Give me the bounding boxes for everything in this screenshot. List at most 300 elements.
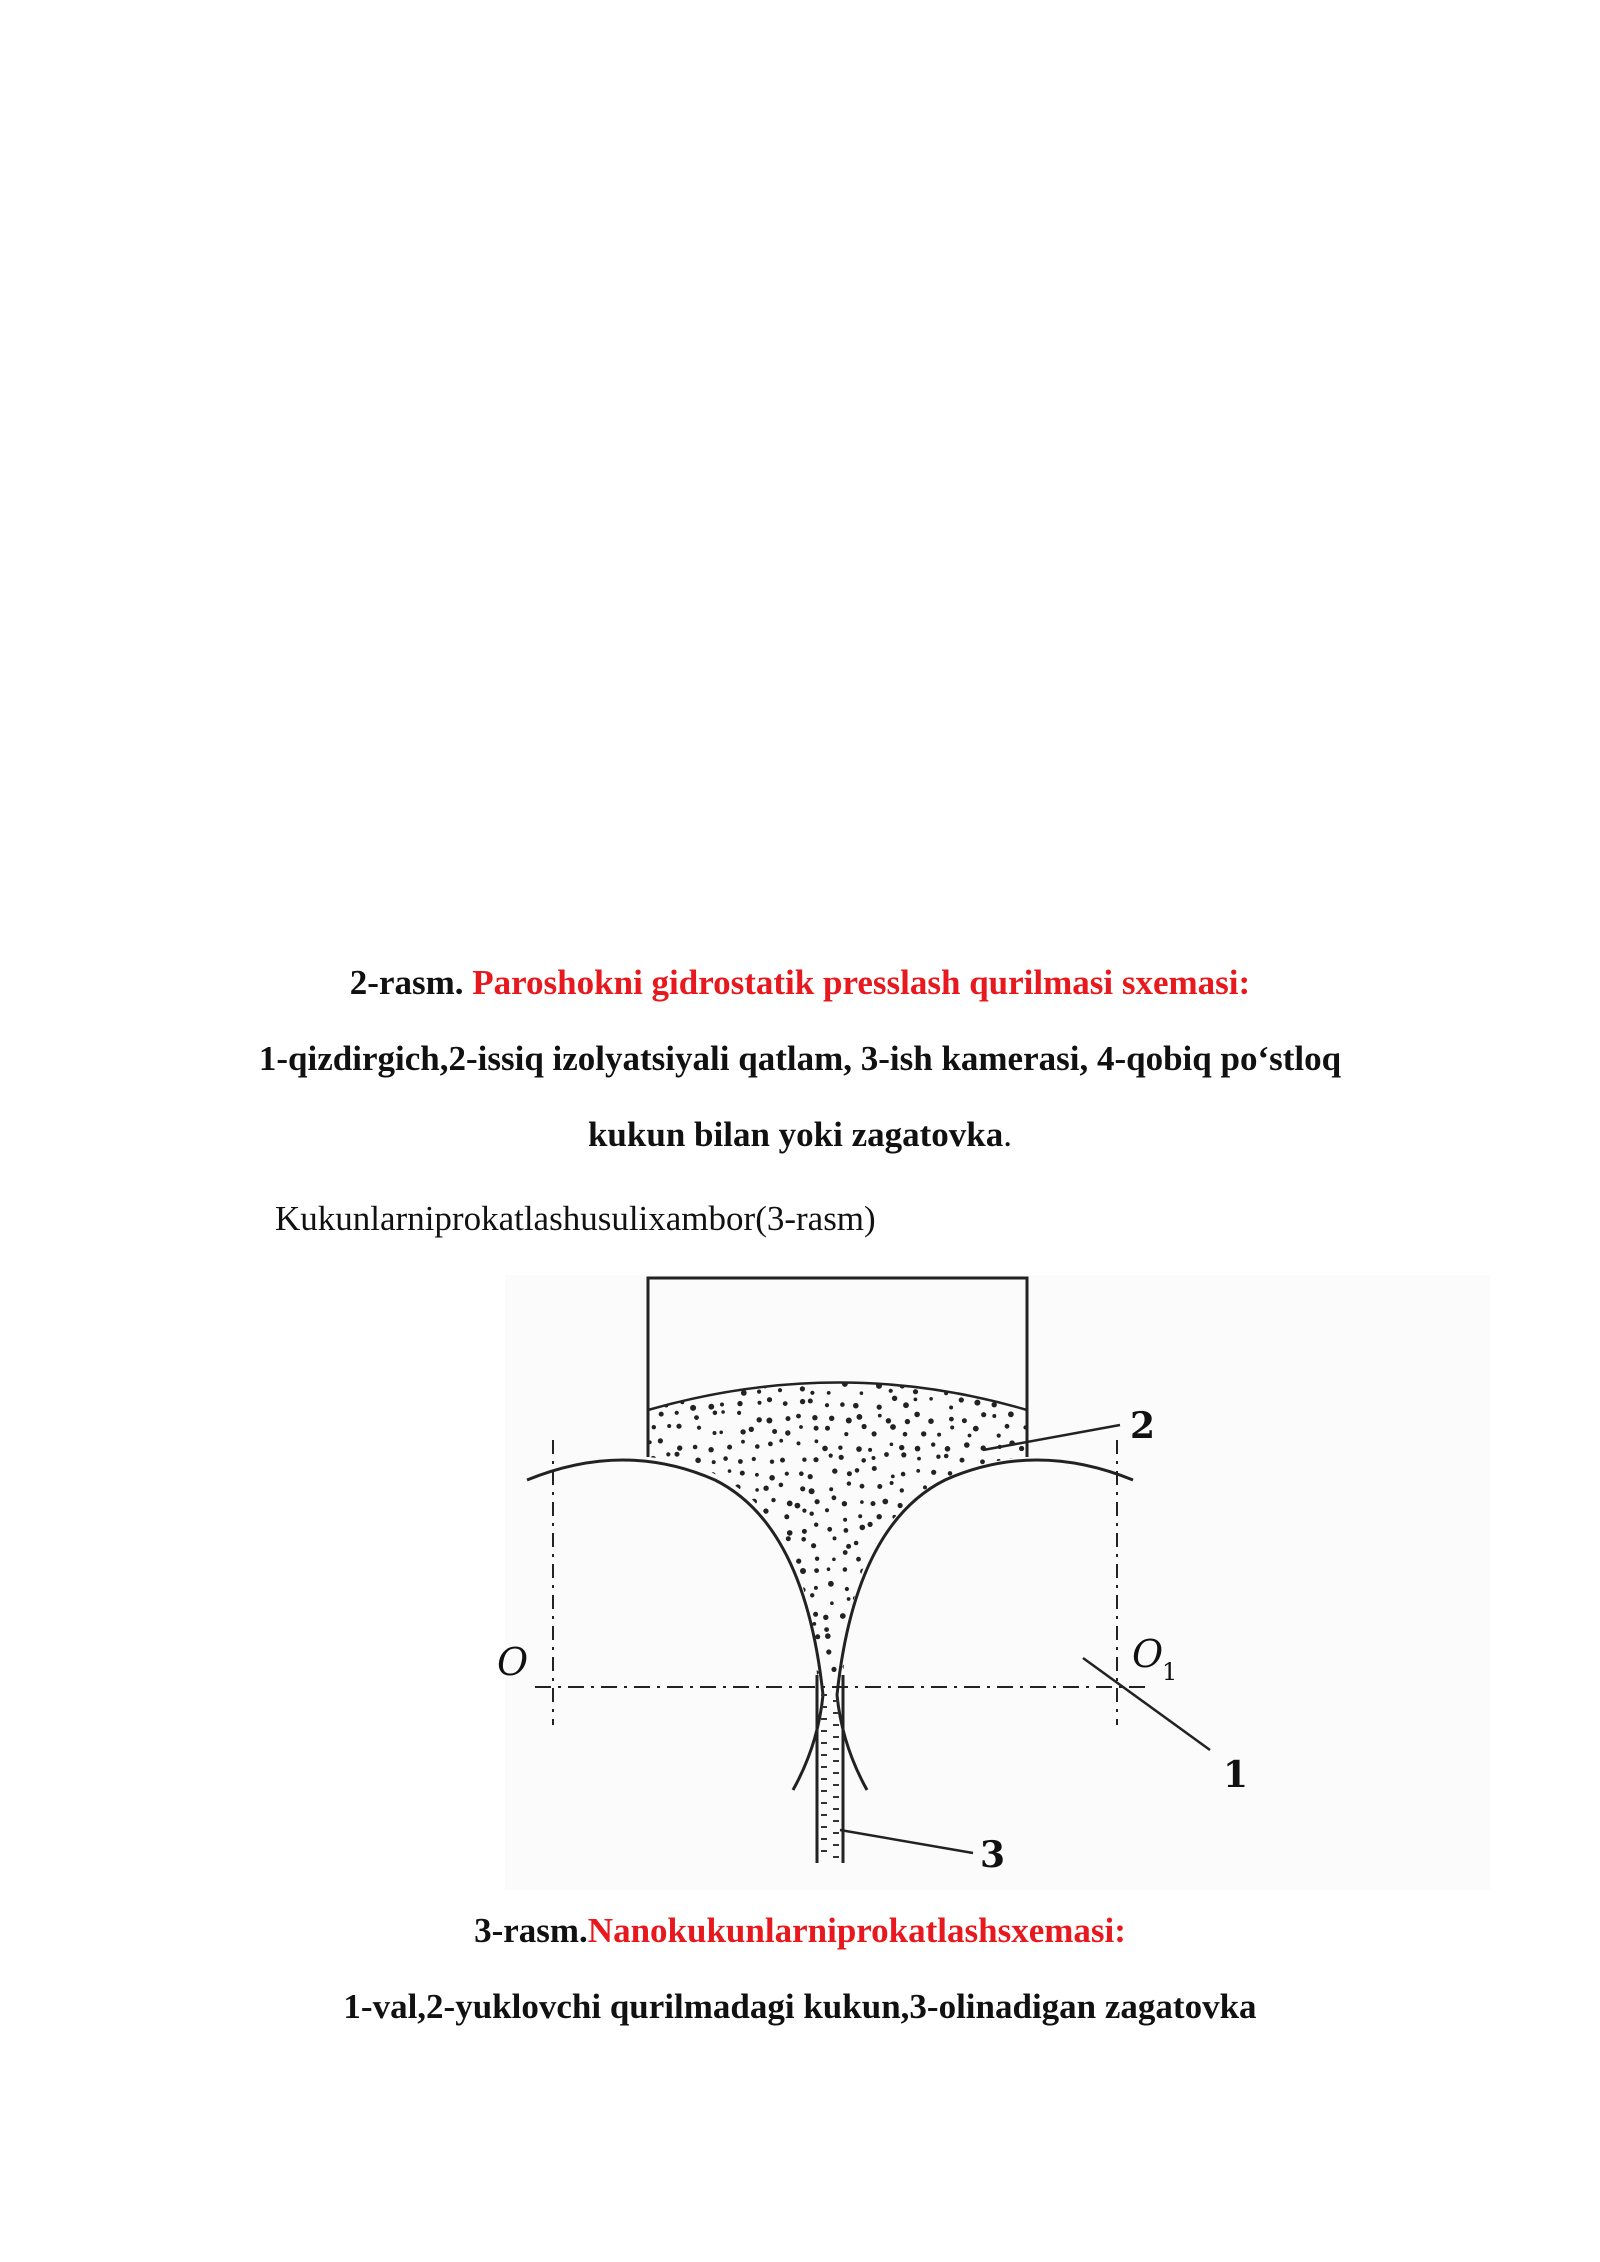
powder-dot [978,1564,983,1569]
powder-dot [877,1405,882,1410]
powder-dot [918,1369,923,1374]
powder-dot [921,1431,926,1436]
powder-dot [659,1494,664,1499]
powder-dot [653,1467,657,1471]
powder-dot [993,1372,998,1377]
powder-dot [662,1539,668,1545]
powder-dot [719,1431,723,1435]
powder-dot [739,1552,745,1558]
powder-dot [772,1429,777,1434]
powder-dot [976,1529,980,1533]
powder-dot [872,1456,876,1460]
powder-dot [981,1640,985,1644]
powder-dot [813,1457,818,1462]
powder-dot [847,1597,851,1601]
powder-dot [907,1609,912,1614]
powder-dot [860,1484,865,1489]
powder-dot [952,1514,956,1518]
figure2-caption-prefix: 2-rasm. [349,963,473,1002]
powder-dot [843,1518,847,1522]
powder-dot [826,1649,831,1654]
powder-dot [960,1529,964,1533]
powder-dot [755,1444,760,1449]
powder-dot [948,1581,952,1585]
powder-dot [847,1471,852,1476]
powder-dot [961,1583,966,1588]
powder-dot [737,1401,742,1406]
powder-dot [981,1374,986,1379]
powder-dot [960,1377,965,1382]
powder-dot [736,1626,741,1631]
powder-dot [827,1567,831,1571]
powder-dot [787,1501,793,1507]
powder-dot [643,1377,647,1381]
powder-dot [658,1510,663,1515]
powder-dot [934,1585,938,1589]
powder-dot [709,1383,714,1388]
label-axis-o1: O [1132,1632,1164,1676]
powder-dot [1009,1550,1014,1555]
powder-dot [676,1375,681,1380]
powder-dot [948,1488,953,1493]
powder-dot [778,1558,783,1563]
powder-dot [898,1503,903,1508]
powder-dot [934,1557,940,1563]
powder-dot [885,1596,890,1601]
powder-dot [898,1667,904,1673]
hopper-frame [648,1278,1027,1457]
powder-dot [1019,1446,1024,1451]
powder-dot [980,1516,985,1521]
powder-dot [995,1664,1000,1669]
powder-dot [755,1583,761,1589]
powder-dot [868,1596,873,1601]
powder-dot [813,1612,818,1617]
powder-dot [948,1471,953,1476]
powder-dot [1004,1469,1008,1473]
powder-dot [860,1525,866,1531]
powder-dot [869,1623,875,1629]
powder-dot [1026,1662,1031,1667]
powder-dot [752,1457,756,1461]
powder-dot [960,1653,964,1657]
powder-dot [974,1400,980,1406]
powder-dot [652,1425,656,1429]
powder-dot [977,1481,983,1487]
powder-dot [661,1637,666,1642]
powder-dot [916,1469,920,1473]
powder-dot [771,1498,775,1502]
powder-dot [825,1633,831,1639]
powder-dot [1011,1626,1016,1631]
powder-dot [1003,1639,1007,1643]
powder-dot [810,1391,814,1395]
powder-dot [779,1483,784,1488]
figure2-caption-heading: Paroshokni gidrostatik presslash qurilmasi sxemasi: [472,963,1251,1002]
powder-dot [890,1443,894,1447]
powder-dot [689,1666,694,1671]
powder-dot [903,1620,909,1626]
powder-dot [1022,1573,1027,1578]
powder-dot [739,1372,745,1378]
powder-dot [857,1414,863,1420]
powder-dot [832,1468,837,1473]
powder-dot [860,1391,864,1395]
powder-dot [763,1586,768,1591]
powder-dot [815,1634,820,1639]
powder-dot [749,1427,754,1432]
powder-dot [855,1468,860,1473]
powder-dot [763,1508,768,1513]
powder-dot [662,1627,666,1631]
powder-dot [757,1390,761,1394]
powder-dot [996,1629,1002,1635]
powder-dot [974,1606,980,1612]
figure2-caption-title [0,945,1600,1021]
powder-dot [796,1559,801,1564]
powder-dot [1009,1586,1013,1590]
powder-dot [1019,1550,1023,1554]
figure2-caption-legend-cont [0,1097,1600,1173]
powder-dot [741,1390,747,1396]
powder-dot [964,1611,970,1617]
powder-dot [827,1391,831,1395]
powder-dot [901,1374,907,1380]
powder-dot [964,1442,970,1448]
powder-dot [722,1526,726,1530]
powder-dot [796,1371,802,1377]
powder-dot [853,1403,859,1409]
powder-dot [945,1446,951,1452]
powder-dot [877,1514,882,1519]
powder-dot [1012,1371,1017,1376]
powder-dot [829,1416,834,1421]
powder-dot [951,1628,955,1632]
powder-dot [690,1405,696,1411]
powder-dot [758,1401,762,1405]
powder-dot [903,1556,909,1562]
billet-dashes [821,1695,839,1857]
powder-dot [833,1536,837,1540]
powder-dot [892,1614,898,1620]
powder-dot [723,1456,728,1461]
powder-dot [885,1570,890,1575]
powder-dot [968,1594,973,1599]
powder-dot [1027,1578,1033,1584]
powder-dot [693,1445,698,1450]
powder-dot [838,1446,842,1450]
powder-dot [944,1573,949,1578]
powder-dot [931,1371,936,1376]
left-roll-arc [527,1460,823,1790]
powder-dot [931,1442,935,1446]
powder-dot [890,1424,896,1430]
powder-dot [943,1598,949,1604]
powder-dot [996,1599,1001,1604]
powder-dot [1024,1608,1030,1614]
powder-dot [1005,1388,1011,1394]
powder-dot [992,1582,998,1588]
powder-dot [848,1651,853,1656]
powder-dot [1026,1467,1030,1471]
powder-dot [696,1622,700,1626]
powder-dot [994,1532,998,1536]
powder-dot [785,1472,789,1476]
powder-dot [676,1613,681,1618]
powder-dot [947,1501,951,1505]
powder-dot [921,1544,926,1549]
powder-dot [959,1622,963,1626]
powder-dot [645,1620,649,1624]
powder-surface [648,1383,1027,1411]
powder-dot [944,1391,948,1395]
powder-dot [676,1424,681,1429]
powder-dot [872,1609,877,1614]
powder-dot [770,1639,774,1643]
powder-dot [724,1656,728,1660]
powder-dot [721,1512,725,1516]
powder-dot [772,1374,777,1379]
powder-dot [718,1489,723,1494]
powder-dot [919,1650,923,1654]
powder-dot [1025,1544,1029,1548]
powder-dot [877,1484,882,1489]
powder-dot [889,1656,894,1661]
powder-dot [960,1669,965,1674]
label-roll-1: 1 [1223,1754,1249,1796]
powder-dot [735,1484,741,1490]
powder-dot [944,1667,949,1672]
powder-dot [1003,1598,1007,1602]
powder-dot [1026,1482,1031,1487]
powder-dot [647,1580,651,1584]
powder-dot [923,1642,927,1646]
powder-dot [741,1565,747,1571]
powder-dot [1012,1610,1017,1615]
powder-dot [892,1368,896,1372]
powder-dot [711,1593,716,1598]
powder-dot [872,1431,877,1436]
powder-dot [829,1454,833,1458]
powder-dot [693,1374,698,1379]
powder-dot [914,1511,919,1516]
powder-dot [950,1541,955,1546]
powder-dot [992,1402,997,1407]
powder-dot [694,1496,698,1500]
powder-dot [681,1656,686,1661]
powder-dot [868,1522,873,1527]
powder-dot [861,1458,866,1463]
powder-dot [996,1568,1001,1573]
powder-dot [660,1375,665,1380]
powder-dot [843,1664,848,1669]
powder-dot [756,1654,761,1659]
powder-dot [648,1440,652,1444]
powder-dot [920,1598,926,1604]
powder-dot [767,1657,771,1661]
powder-dot [936,1522,942,1528]
right-roll-arc [837,1460,1133,1790]
powder-dot [798,1621,803,1626]
powder-dot [913,1662,919,1668]
powder-dot [796,1414,801,1419]
powder-dot [914,1398,918,1402]
powder-dot [827,1527,832,1532]
powder-dot [754,1623,758,1627]
powder-dot [754,1529,758,1533]
powder-dot [843,1374,849,1380]
powder-dot [928,1418,934,1424]
powder-dot [743,1637,747,1641]
powder-dot [811,1369,815,1373]
powder-dot [915,1446,921,1452]
powder-dot [913,1389,918,1394]
powder-dot [711,1587,716,1592]
powder-dot [752,1569,756,1573]
powder-dot [727,1599,731,1603]
powder-dot [768,1442,773,1447]
powder-dot [854,1541,859,1546]
powder-dot [779,1620,784,1625]
powder-dot [1011,1502,1015,1506]
powder-dot [915,1556,921,1562]
powder-dot [710,1666,716,1672]
powder-dot [665,1613,669,1617]
label-axis-o: O [497,1640,529,1684]
powder-dot [814,1426,819,1431]
powder-dot [949,1406,953,1410]
powder-dot [737,1609,742,1614]
powder-dot [800,1386,805,1391]
powder-dot [779,1439,783,1443]
leader-line-3 [840,1830,973,1853]
powder-dot [800,1399,805,1404]
powder-dot [651,1606,656,1611]
powder-dot [899,1445,904,1450]
powder-dot [694,1415,699,1420]
powder-dot [965,1542,969,1546]
powder-dot [916,1623,920,1627]
powder-dot [768,1594,774,1600]
powder-dot [740,1429,745,1434]
powder-dot [868,1448,872,1452]
leader-line-2 [983,1425,1120,1450]
powder-dot [862,1656,866,1660]
powder-dot [845,1587,849,1591]
powder-dot [994,1555,998,1559]
powder-dot [646,1594,651,1599]
powder-dot [904,1578,908,1582]
powder-dot [962,1495,966,1499]
powder-dot [786,1536,791,1541]
powder-dot [907,1542,913,1548]
powder-dot [977,1473,983,1479]
powder-dot [675,1668,679,1672]
powder-dot [914,1568,919,1573]
powder-dot [741,1671,746,1676]
powder-dot [847,1481,851,1485]
powder-dot [832,1558,836,1562]
powder-dot [720,1403,724,1407]
powder-dot [988,1488,993,1493]
powder-dot [931,1470,936,1475]
powder-dot [666,1452,670,1456]
powder-dot [708,1643,712,1647]
powder-dot [773,1669,777,1673]
figure3-caption-heading: Nanokukunlarniprokatlashsxemasi: [587,1911,1126,1950]
powder-dot [927,1615,933,1621]
powder-dot [779,1652,785,1658]
powder-dot [960,1480,965,1485]
powder-dot [952,1615,956,1619]
powder-dot [918,1502,924,1508]
powder-dot [650,1558,654,1562]
powder-dot [892,1664,897,1669]
powder-dot [831,1667,836,1672]
figure3-caption-prefix: 3-rasm. [474,1911,588,1950]
powder-dot [648,1570,654,1576]
powder-dot [988,1498,993,1503]
powder-dot [934,1514,940,1520]
powder-dot [725,1375,729,1379]
powder-dot [689,1392,693,1396]
powder-dot [900,1488,904,1492]
powder-dot [844,1432,848,1436]
powder-dot [960,1458,965,1463]
powder-dot [990,1643,994,1647]
figure2-caption-period: . [1003,1115,1013,1154]
powder-dot [1011,1486,1016,1491]
powder-dot [884,1452,889,1457]
powder-dot [680,1527,686,1533]
powder-dot [949,1417,954,1422]
powder-dot [674,1386,678,1390]
powder-dot [677,1445,682,1450]
powder-dot [982,1543,986,1547]
powder-dot [767,1397,772,1402]
powder-dot [753,1635,757,1639]
powder-dot [697,1607,701,1611]
powder-dot [664,1523,668,1527]
powder-dot [853,1370,858,1375]
powder-dot [766,1610,770,1614]
powder-dot [693,1474,697,1478]
powder-dot [997,1652,1002,1657]
powder-dot [755,1488,759,1492]
label-axis-o1-subscript: 1 [1162,1658,1178,1686]
powder-dot [658,1438,663,1443]
powder-dot [786,1416,791,1421]
powder-dot [750,1598,755,1603]
powder-dot [674,1517,680,1523]
powder-dot [962,1418,967,1423]
powder-dot [723,1574,727,1578]
powder-dot [914,1412,920,1418]
powder-dot [930,1625,935,1630]
powder-dot [679,1488,683,1492]
powder-dot [713,1411,718,1416]
powder-dot [651,1635,655,1639]
powder-dot [719,1643,725,1649]
powder-dot [757,1663,761,1667]
powder-dot [950,1559,954,1563]
powder-dot [917,1457,921,1461]
powder-dot [703,1554,707,1558]
powder-dot [904,1654,908,1658]
powder-dot [808,1399,813,1404]
powder-dot [937,1640,943,1646]
powder-dot [648,1665,652,1669]
